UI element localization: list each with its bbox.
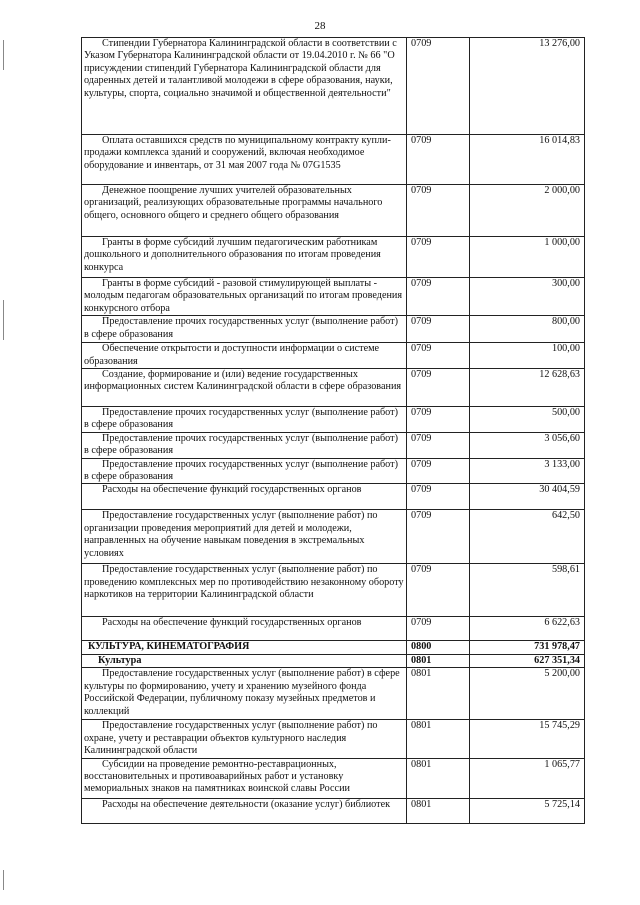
table-row	[82, 564, 585, 617]
table-row	[82, 369, 585, 407]
row-amount: 30 404,59	[470, 484, 585, 510]
table-row	[82, 617, 585, 641]
row-code: 0709	[407, 38, 470, 135]
section-title: КУЛЬТУРА, КИНЕМАТОГРАФИЯ	[82, 641, 407, 654]
row-code: 0709	[407, 407, 470, 433]
row-description: Предоставление государственных услуг (выполнение работ) по проведению комплексных мер по противодействию незаконному обороту наркотиков на территории Калининградской области	[82, 564, 407, 617]
row-amount: 627 351,34	[470, 654, 585, 667]
row-description: Расходы на обеспечение функций государственных органов	[82, 484, 407, 510]
table-row	[82, 720, 585, 758]
table-row	[82, 185, 585, 237]
row-code: 0801	[407, 758, 470, 798]
table-row	[82, 407, 585, 433]
row-description: Создание, формирование и (или) ведение государственных информационных систем Калининградской области в сфере образования	[82, 369, 407, 407]
row-code: 0709	[407, 185, 470, 237]
row-amount: 5 200,00	[470, 668, 585, 720]
row-amount: 16 014,83	[470, 135, 585, 185]
row-amount: 3 133,00	[470, 458, 585, 484]
row-code: 0709	[407, 617, 470, 641]
subsection-row	[82, 654, 585, 667]
row-amount: 1 000,00	[470, 237, 585, 278]
row-amount: 6 622,63	[470, 617, 585, 641]
page-number: 28	[314, 20, 326, 32]
table-row	[82, 484, 585, 510]
row-description: Гранты в форме субсидий - разовой стимулирующей выплаты - молодым педагогам образовательных организаций по итогам проведения конкурсного отбора	[82, 278, 407, 316]
row-code: 0709	[407, 369, 470, 407]
row-description: Денежное поощрение лучших учителей образовательных организаций, реализующих образовательные программы начального общего, основного общего и среднего общего образования	[82, 185, 407, 237]
row-description: Обеспечение открытости и доступности информации о системе образования	[82, 343, 407, 369]
row-amount: 1 065,77	[470, 758, 585, 798]
binder-mark	[3, 300, 4, 340]
table-row	[82, 237, 585, 278]
row-code: 0709	[407, 343, 470, 369]
row-amount: 300,00	[470, 278, 585, 316]
row-description: Гранты в форме субсидий лучшим педагогическим работникам дошкольного и дополнительного образования по итогам проведения конкурса	[82, 237, 407, 278]
row-code: 0801	[407, 668, 470, 720]
table-row	[82, 343, 585, 369]
row-description: Предоставление государственных услуг (выполнение работ) по охране, учету и реставрации объектов культурного наследия Калининградской области	[82, 720, 407, 758]
row-description: Предоставление прочих государственных услуг (выполнение работ) в сфере образования	[82, 407, 407, 433]
row-amount: 5 725,14	[470, 798, 585, 823]
row-amount: 2 000,00	[470, 185, 585, 237]
table-row	[82, 316, 585, 343]
row-description: Предоставление прочих государственных услуг (выполнение работ) в сфере образования	[82, 432, 407, 458]
row-amount: 598,61	[470, 564, 585, 617]
row-description: Субсидии на проведение ремонтно-реставрационных, восстановительных и противоаварийных работ и установку мемориальных знаков на памятниках воинской славы России	[82, 758, 407, 798]
row-code: 0709	[407, 484, 470, 510]
row-amount: 3 056,60	[470, 432, 585, 458]
row-amount: 12 628,63	[470, 369, 585, 407]
table-row	[82, 432, 585, 458]
row-code: 0709	[407, 510, 470, 564]
binder-mark	[3, 40, 4, 70]
row-description: Расходы на обеспечение функций государственных органов	[82, 617, 407, 641]
section-row	[82, 641, 585, 654]
table-row	[82, 135, 585, 185]
row-code: 0800	[407, 641, 470, 654]
row-code: 0709	[407, 458, 470, 484]
row-description: Стипендии Губернатора Калининградской области в соответствии с Указом Губернатора Калининградской области от 19.04.2010 г. № 66 "О присуждении стипендий Губернатора Калининградской области для одаренных детей и талантливой молодежи в сфере образования, науки, культуры, спорта, социально значимой и общественной деятельности"	[82, 38, 407, 135]
table-row	[82, 798, 585, 823]
row-code: 0801	[407, 798, 470, 823]
row-code: 0709	[407, 316, 470, 343]
row-amount: 13 276,00	[470, 38, 585, 135]
row-code: 0709	[407, 564, 470, 617]
row-amount: 731 978,47	[470, 641, 585, 654]
table-row	[82, 38, 585, 135]
row-code: 0801	[407, 720, 470, 758]
row-description: Предоставление прочих государственных услуг (выполнение работ) в сфере образования	[82, 458, 407, 484]
row-code: 0709	[407, 135, 470, 185]
row-code: 0709	[407, 237, 470, 278]
row-amount: 642,50	[470, 510, 585, 564]
row-description: Предоставление государственных услуг (выполнение работ) в сфере культуры по формированию, учету и хранению музейного фонда Российской Федерации, публичному показу музейных предметов и коллекций	[82, 668, 407, 720]
budget-table	[81, 37, 585, 824]
row-code: 0801	[407, 654, 470, 667]
row-description: Расходы на обеспечение деятельности (оказание услуг) библиотек	[82, 798, 407, 823]
binder-mark	[3, 870, 4, 890]
row-amount: 500,00	[470, 407, 585, 433]
subsection-title: Культура	[82, 654, 407, 667]
row-description: Оплата оставшихся средств по муниципальному контракту купли-продажи комплекса зданий и сооружений, включая необходимое оборудование и инвентарь, от 31 мая 2007 года № 07G1535	[82, 135, 407, 185]
table-row	[82, 758, 585, 798]
row-amount: 100,00	[470, 343, 585, 369]
row-amount: 800,00	[470, 316, 585, 343]
row-code: 0709	[407, 432, 470, 458]
table-row	[82, 458, 585, 484]
table-row	[82, 668, 585, 720]
row-code: 0709	[407, 278, 470, 316]
row-description: Предоставление государственных услуг (выполнение работ) по организации проведения мероприятий для детей и молодежи, направленных на обучение навыкам поведения в экстремальных условиях	[82, 510, 407, 564]
table-row	[82, 278, 585, 316]
row-description: Предоставление прочих государственных услуг (выполнение работ) в сфере образования	[82, 316, 407, 343]
row-amount: 15 745,29	[470, 720, 585, 758]
table-row	[82, 510, 585, 564]
